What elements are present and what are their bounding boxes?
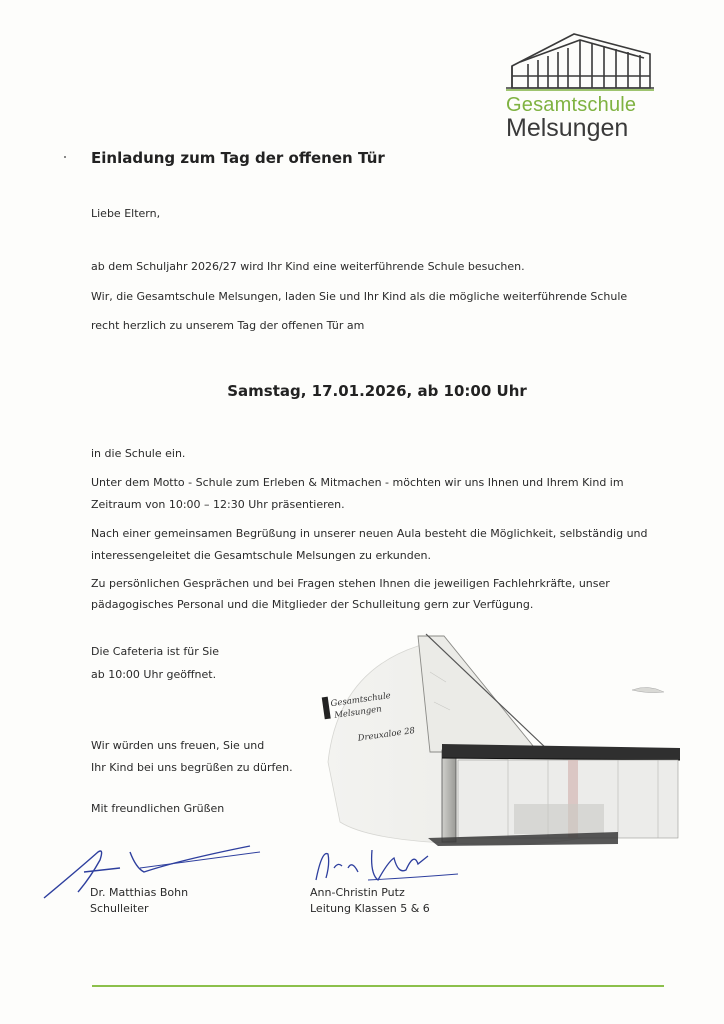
- drawing-sign-address: Dreuxaloe 28: [357, 725, 416, 744]
- intro-line-3: recht herzlich zu unserem Tag der offenen Tür am: [91, 319, 365, 332]
- drawing-sign-gesamtschule: Gesamtschule: [330, 690, 392, 710]
- cafeteria-line-1: Die Cafeteria ist für Sie: [91, 645, 220, 658]
- paragraph-3-line-1: Nach einer gemeinsamen Begrüßung in unserer neuen Aula besteht die Möglichkeit, selbständig und: [91, 527, 648, 540]
- signer-1-name: Dr. Matthias Bohn: [90, 886, 189, 899]
- school-entrance-drawing: [318, 632, 690, 852]
- greeting: Liebe Eltern,: [91, 207, 161, 220]
- scan-speck: [64, 156, 66, 158]
- paragraph-1: in die Schule ein.: [91, 447, 186, 460]
- closing-line-1: Wir würden uns freuen, Sie und: [91, 739, 265, 752]
- signer-1: [90, 885, 188, 917]
- signature-scribble-putz: [308, 844, 468, 888]
- signer-2: [310, 885, 430, 917]
- intro-line-2: Wir, die Gesamtschule Melsungen, laden Sie und Ihr Kind als die mögliche weiterführende Schule: [91, 290, 628, 303]
- paragraph-3-line-2: interessengeleitet die Gesamtschule Melsungen zu erkunden.: [91, 549, 431, 562]
- logo-text-gesamtschule: Gesamtschule: [506, 94, 637, 116]
- paragraph-2-line-2: Zeitraum von 10:00 – 12:30 Uhr präsentieren.: [91, 498, 345, 511]
- school-logo: [500, 26, 660, 152]
- signer-1-role: Schulleiter: [90, 902, 149, 915]
- signer-2-name: Ann-Christin Putz: [310, 886, 405, 899]
- footer-divider: [92, 985, 664, 987]
- paragraph-2-line-1: Unter dem Motto - Schule zum Erleben & Mitmachen - möchten wir uns Ihnen und Ihrem Kind im: [91, 476, 624, 489]
- event-date: Samstag, 17.01.2026, ab 10:00 Uhr: [227, 382, 527, 400]
- paragraph-4-line-1: Zu persönlichen Gesprächen und bei Fragen stehen Ihnen die jeweiligen Fachlehrkräfte, unser: [91, 577, 610, 590]
- logo-text-melsungen: Melsungen: [506, 114, 629, 142]
- closing-line-2: Ihr Kind bei uns begrüßen zu dürfen.: [91, 761, 293, 774]
- intro-line-1: ab dem Schuljahr 2026/27 wird Ihr Kind eine weiterführende Schule besuchen.: [91, 260, 525, 273]
- cafeteria-line-2: ab 10:00 Uhr geöffnet.: [91, 668, 217, 681]
- signer-2-role: Leitung Klassen 5 & 6: [310, 902, 430, 915]
- regards: Mit freundlichen Grüßen: [91, 802, 225, 815]
- paragraph-4-line-2: pädagogisches Personal und die Mitglieder der Schulleitung gern zur Verfügung.: [91, 598, 534, 611]
- school-building-logo-icon: [504, 26, 654, 98]
- letter-title: Einladung zum Tag der offenen Tür: [91, 149, 385, 167]
- drawing-sign-melsungen: Melsungen: [333, 704, 383, 721]
